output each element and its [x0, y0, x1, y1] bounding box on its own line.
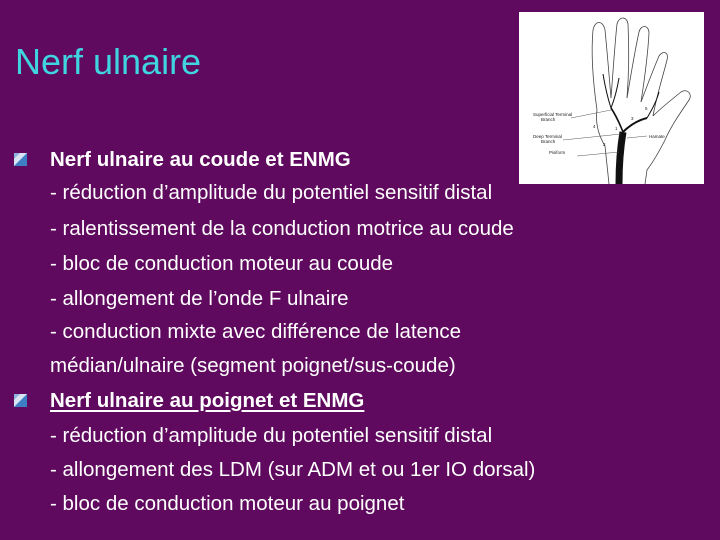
superficial-branch-label: Superficial Terminal	[533, 112, 573, 117]
bullet-icon	[14, 153, 27, 166]
list-item: - bloc de conduction moteur au coude	[50, 252, 394, 275]
list-item: - réduction d’amplitude du potentiel sensitif distal	[50, 424, 493, 447]
figure-number: 1	[615, 126, 618, 131]
list-item: - conduction mixte avec différence de latence	[50, 320, 462, 343]
list-item: - allongement de l’onde F ulnaire	[50, 287, 349, 310]
hamate-label: Hamate	[649, 134, 665, 139]
deep-branch-label: Branch	[541, 139, 556, 144]
list-item: - réduction d’amplitude du potentiel sensitif distal	[50, 181, 493, 204]
bullet-icon	[14, 394, 27, 407]
figure-number: 2	[603, 142, 606, 147]
section-heading: Nerf ulnaire au coude et ENMG	[50, 148, 351, 171]
slide-title: Nerf ulnaire	[15, 41, 202, 82]
list-item: - allongement des LDM (sur ADM et ou 1er IO dorsal)	[50, 458, 536, 481]
figure-number: 3	[631, 116, 634, 121]
pisiform-label: Pisiform	[549, 150, 566, 155]
section-heading: Nerf ulnaire au poignet et ENMG	[50, 389, 365, 412]
list-item: médian/ulnaire (segment poignet/sus-coude)	[50, 354, 456, 377]
superficial-branch-label: Branch	[541, 117, 556, 122]
deep-branch-label: Deep Terminal	[533, 134, 562, 139]
figure-number: 4	[593, 124, 596, 129]
figure-number: 5	[645, 106, 648, 111]
list-item: - ralentissement de la conduction motrice au coude	[50, 217, 514, 240]
list-item: - bloc de conduction moteur au poignet	[50, 492, 405, 515]
